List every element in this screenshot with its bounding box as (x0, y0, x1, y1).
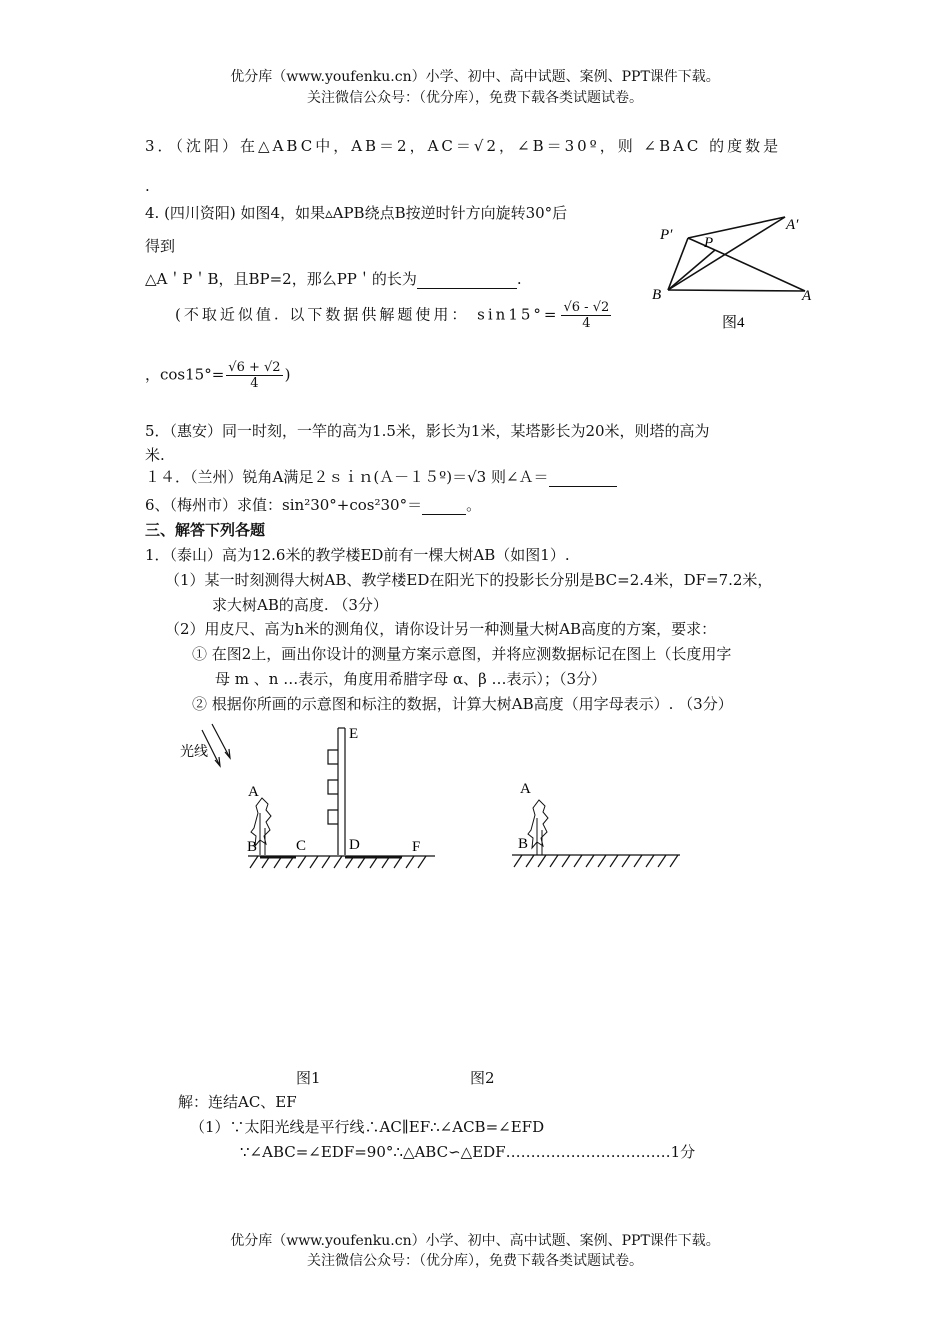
question-3: 3．（沈阳）在△ABC中，AB＝2，AC＝√2，∠B＝30º，则 ∠BAC 的度数是 (145, 137, 782, 155)
ground-fig2 (512, 855, 680, 867)
label-a: A (248, 784, 259, 800)
solution-line-3 (240, 1141, 695, 1162)
question-5-line-1: 5．（惠安）同一时刻，一竿的高为1.5米，影长为1米，某塔影长为20米，则塔的高为 (145, 422, 710, 440)
question-6 (145, 494, 481, 515)
label-a: A (520, 781, 531, 797)
sin15-numerator: √6 - √2 (563, 300, 610, 315)
question-4-hint (175, 300, 613, 331)
label-light: 光线 (180, 745, 208, 760)
answer-blank[interactable] (549, 468, 617, 487)
cos15-denominator: 4 (250, 376, 259, 391)
header-line-1: 优分库（www.youfenku.cn）小学、初中、高中试题、案例、PPT课件下载。 (230, 69, 720, 85)
solution-leader-dots: …………………………… (505, 1143, 671, 1161)
solution-score: 1分 (670, 1143, 696, 1161)
problem-1-part-2-2: ② 根据你所画的示意图和标注的数据，计算大树AB高度（用字母表示）. （3分） (192, 695, 733, 713)
question-4-period: . (516, 270, 522, 288)
label-b: B (518, 836, 529, 852)
question-6-text: 6、（梅州市）求值：sin²30°+cos²30°＝ (145, 496, 423, 514)
header-line-2: 关注微信公众号：（优分库），免费下载各类试题试卷。 (307, 90, 643, 106)
solution-line-3-text: ∵∠ABC=∠EDF=90°∴△ABC∽△EDF (240, 1143, 506, 1161)
label-a-prime: A′ (786, 217, 799, 233)
label-b: B (247, 839, 258, 855)
problem-1-part-1-b: 求大树AB的高度. （3分） (212, 596, 388, 614)
question-4-line-3 (145, 268, 522, 289)
problem-1-stem: 1．（泰山）高为12.6米的教学楼ED前有一棵大树AB（如图1）. (145, 546, 570, 564)
figure-1 (170, 718, 440, 878)
question-4-line-2: 得到 (145, 237, 176, 255)
question-4-cos (145, 360, 290, 391)
problem-1-part-2-1-a: ① 在图2上，画出你设计的测量方案示意图，并将应测数据标记在图上（长度用字 (192, 645, 732, 663)
cos15-fraction (226, 360, 282, 391)
answer-blank[interactable] (417, 270, 517, 289)
figure-1-caption: 图1 (296, 1069, 321, 1087)
label-d: D (349, 837, 360, 853)
label-e: E (349, 726, 359, 742)
tree-ab-fig2 (528, 800, 548, 855)
label-a: A (802, 288, 812, 304)
label-c: C (296, 838, 307, 854)
figure-4-caption: 图4 (722, 315, 745, 331)
question-14-text: １４．（兰州）锐角A满足２ｓｉｎ(Ａ－１５º)＝√3 则∠Ａ＝ (145, 468, 549, 486)
section-3-title: 三、解答下列各题 (145, 521, 266, 539)
figure-2 (500, 770, 690, 880)
problem-1-part-2-1-b: 母 m 、n …表示，角度用希腊字母 α、β …表示）；（3分） (215, 670, 607, 688)
question-4-line-1: 4. (四川资阳) 如图4，如果▵APB绕点B按逆时针方向旋转30°后 (145, 204, 568, 222)
figure-4 (640, 205, 830, 345)
label-b: B (652, 287, 662, 303)
label-f: F (412, 839, 421, 855)
building-ed (328, 728, 345, 855)
ground-fig1 (248, 856, 435, 868)
question-14 (145, 466, 617, 487)
cos-suffix: ) (284, 365, 291, 384)
problem-1-part-2: （2）用皮尺、高为h米的测角仪，请你设计另一种测量大树AB高度的方案，要求： (165, 620, 717, 638)
hint-prefix: (不取近似值. 以下数据供解题使用： sin15°= (175, 305, 560, 324)
solution-line-1: 解：连结AC、EF (178, 1093, 297, 1111)
question-6-end: 。 (466, 496, 482, 514)
question-4-text: △A＇P＇B，且BP=2，那么PP＇的长为 (145, 270, 417, 288)
solution-line-2: （1）∵太阳光线是平行线∴AC∥EF∴∠ACB=∠EFD (190, 1118, 545, 1136)
figure-2-caption: 图2 (470, 1069, 495, 1087)
question-3-dot: . (145, 177, 150, 195)
sin15-fraction (561, 300, 611, 331)
cos-prefix: ，cos15°= (145, 365, 225, 384)
problem-1-part-1-a: （1）某一时刻测得大树AB、教学楼ED在阳光下的投影长分别是BC=2.4米，DF=7.2米， (165, 571, 773, 589)
label-p-prime: P′ (660, 227, 673, 243)
sin15-denominator: 4 (582, 316, 591, 331)
label-p: P (704, 235, 714, 251)
question-5-line-2: 米. (145, 446, 165, 464)
footer-line-1: 优分库（www.youfenku.cn）小学、初中、高中试题、案例、PPT课件下载。 (230, 1233, 720, 1249)
footer-line-2: 关注微信公众号：（优分库），免费下载各类试题试卷。 (307, 1253, 643, 1269)
cos15-numerator: √6 + √2 (228, 360, 281, 375)
figure-4-lines (668, 217, 805, 291)
answer-blank[interactable] (422, 496, 466, 515)
